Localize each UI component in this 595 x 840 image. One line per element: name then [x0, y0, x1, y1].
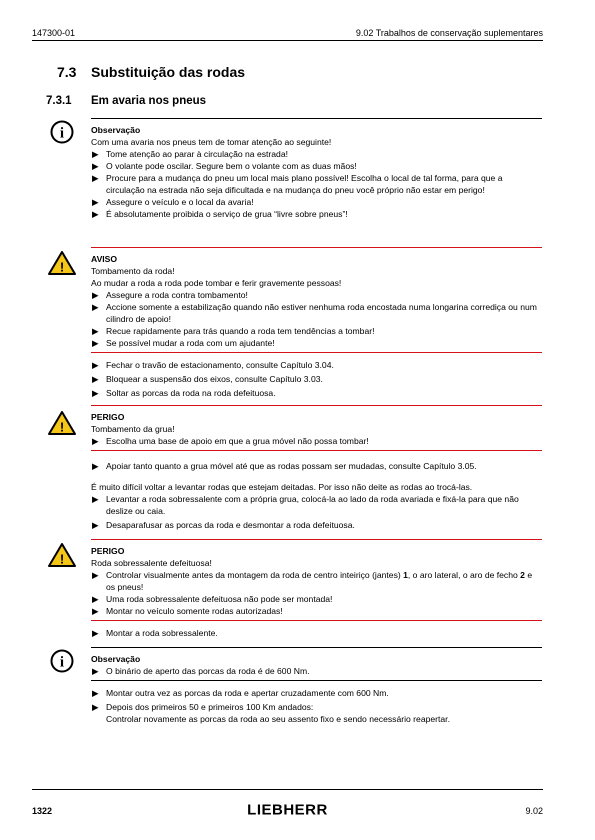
warning-block — [91, 247, 542, 358]
bullet-icon: ▶ — [92, 338, 99, 348]
bullet-icon: ▶ — [92, 594, 99, 604]
bullet-item: ▶ Controlar visualmente antes da montagem da roda de centro inteiriço (jantes) 1, o aro lateral, o aro de fecho 2 e os pneus! — [92, 570, 533, 592]
bullet-item: ▶ Accione somente a estabilização quando não estiver nenhuma roda encostada numa longarina corrediça ou num cilindro de apoio! — [92, 302, 537, 324]
brand-text: LIEBHERR — [247, 801, 328, 818]
step-item: ▶ Montar a roda sobressalente. — [92, 628, 218, 638]
warning-rule — [91, 352, 542, 353]
note-block — [91, 118, 542, 220]
footer-divider — [32, 789, 543, 790]
svg-text:!: ! — [59, 551, 65, 567]
bullet-icon: ▶ — [92, 666, 99, 676]
bullet-icon: ▶ — [92, 197, 99, 207]
steps-block — [91, 481, 542, 531]
bullet-item: ▶ Tome atenção ao parar à circulação na estrada! — [92, 149, 289, 159]
warning-icon — [47, 542, 77, 568]
page-number: 1322 — [32, 806, 53, 816]
bullet-icon: ▶ — [92, 494, 99, 504]
danger-rule — [91, 405, 542, 406]
header-divider — [32, 40, 543, 41]
step-continuation: Controlar novamente as porcas da roda ao seu assento fixo e sendo necessário reapertar. — [106, 714, 450, 724]
danger-rule — [91, 539, 542, 540]
danger-rule — [91, 620, 542, 621]
bullet-icon: ▶ — [92, 173, 99, 183]
step-item: ▶ Apoiar tanto quanto a grua móvel até que as rodas possam ser mudadas, consulte Capítulo 3.05. — [92, 461, 477, 471]
bullet-icon: ▶ — [92, 290, 99, 300]
version-number: 9.02 — [525, 806, 543, 816]
note-title: Observação — [91, 125, 141, 135]
bullet-icon: ▶ — [92, 374, 99, 384]
section-title-header: 9.02 Trabalhos de conservação suplementares — [355, 28, 543, 38]
doc-number: 147300-01 — [32, 28, 76, 38]
svg-text:!: ! — [59, 259, 65, 275]
note-rule — [91, 118, 542, 119]
subsection-title: Em avaria nos pneus — [91, 95, 207, 107]
danger-block — [91, 405, 542, 456]
steps-block — [91, 627, 542, 639]
note-title: Observação — [91, 654, 141, 664]
bullet-icon: ▶ — [92, 436, 99, 446]
svg-text:!: ! — [59, 419, 65, 435]
bullet-item: ▶ Procure para a mudança do pneu um local mais plano possível! Escolha o local de tal forma, para que a circulação na estrada não seja dificultada e na mudança do pneu você próprio não estar em perigo! — [92, 173, 503, 195]
note-rule — [91, 680, 542, 681]
bullet-item: ▶ Escolha uma base de apoio em que a grua móvel não possa tombar! — [92, 436, 369, 446]
bullet-icon: ▶ — [92, 209, 99, 219]
step-item: ▶ Desaparafusar as porcas da roda e desmontar a roda defeituosa. — [92, 520, 355, 530]
bullet-icon: ▶ — [92, 702, 99, 712]
bullet-item: ▶ Se possível mudar a roda com um ajudante! — [92, 338, 275, 348]
steps-block — [91, 460, 542, 472]
bullet-icon: ▶ — [92, 388, 99, 398]
bullet-item: ▶ O binário de aperto das porcas da roda é de 600 Nm. — [92, 666, 310, 676]
danger-subtitle: Tombamento da grua! — [91, 424, 175, 434]
section-title: Substituição das rodas — [91, 64, 246, 80]
bullet-icon: ▶ — [92, 302, 99, 312]
warning-icon — [47, 250, 77, 276]
step-item: ▶ Montar outra vez as porcas da roda e apertar cruzadamente com 600 Nm. — [92, 688, 389, 698]
bullet-item: ▶ Assegure a roda contra tombamento! — [92, 290, 248, 300]
bullet-icon: ▶ — [92, 570, 99, 580]
svg-text:i: i — [59, 654, 65, 671]
bullet-icon: ▶ — [92, 688, 99, 698]
bullet-item: ▶ O volante pode oscilar. Segure bem o volante com as duas mãos! — [92, 161, 357, 171]
danger-title: PERIGO — [91, 412, 125, 422]
info-icon — [47, 119, 77, 145]
bullet-item: ▶ Montar no veículo somente rodas autorizadas! — [92, 606, 283, 616]
bullet-icon: ▶ — [92, 161, 99, 171]
warning-title: AVISO — [91, 254, 118, 264]
step-item: ▶ Fechar o travão de estacionamento, consulte Capítulo 3.04. — [92, 360, 334, 370]
danger-subtitle: Roda sobressalente defeituosa! — [91, 558, 212, 568]
bullet-item: ▶ Uma roda sobressalente defeituosa não pode ser montada! — [92, 594, 333, 604]
subsection-number: 7.3.1 — [46, 95, 72, 107]
bullet-icon: ▶ — [92, 520, 99, 530]
danger-block — [91, 539, 542, 626]
bullet-item: ▶ Assegure o veículo e o local da avaria! — [92, 197, 254, 207]
danger-rule — [91, 450, 542, 451]
note-rule — [91, 647, 542, 648]
step-item: ▶ Levantar a roda sobressalente com a própria grua, colocá-la ao lado da roda avariada e fixá-la para que não deslize ou caia. — [92, 494, 519, 516]
section-number: 7.3 — [57, 64, 77, 80]
steps-block — [91, 687, 542, 725]
note-block — [91, 647, 542, 686]
bullet-icon: ▶ — [92, 326, 99, 336]
paragraph: É muito difícil voltar a levantar rodas que estejam deitadas. Por isso não deite as rodas ao trocá-las. — [91, 482, 473, 492]
bullet-icon: ▶ — [92, 628, 99, 638]
bullet-item: ▶ É absolutamente proibida o serviço de grua “livre sobre pneus”! — [92, 209, 348, 219]
bullet-icon: ▶ — [92, 461, 99, 471]
svg-text:i: i — [59, 125, 65, 142]
note-intro: Com uma avaria nos pneus tem de tomar atenção ao seguinte! — [91, 137, 332, 147]
bullet-icon: ▶ — [92, 149, 99, 159]
bullet-icon: ▶ — [92, 606, 99, 616]
step-item: ▶ Soltar as porcas da roda na roda defeituosa. — [92, 388, 276, 398]
warning-rule — [91, 247, 542, 248]
step-item: ▶ Bloquear a suspensão dos eixos, consulte Capítulo 3.03. — [92, 374, 323, 384]
warning-intro: Ao mudar a roda a roda pode tombar e ferir gravemente pessoas! — [91, 278, 342, 288]
steps-block — [91, 359, 542, 399]
liebherr-logo — [240, 800, 335, 818]
bullet-icon: ▶ — [92, 360, 99, 370]
warning-subtitle: Tombamento da roda! — [91, 266, 175, 276]
warning-icon — [47, 410, 77, 436]
danger-title: PERIGO — [91, 546, 125, 556]
step-item: ▶ Depois dos primeiros 50 e primeiros 100 Km andados: — [92, 702, 314, 712]
page-header — [32, 28, 543, 40]
bullet-item: ▶ Recue rapidamente para trás quando a roda tem tendências a tombar! — [92, 326, 375, 336]
info-icon — [47, 648, 77, 674]
